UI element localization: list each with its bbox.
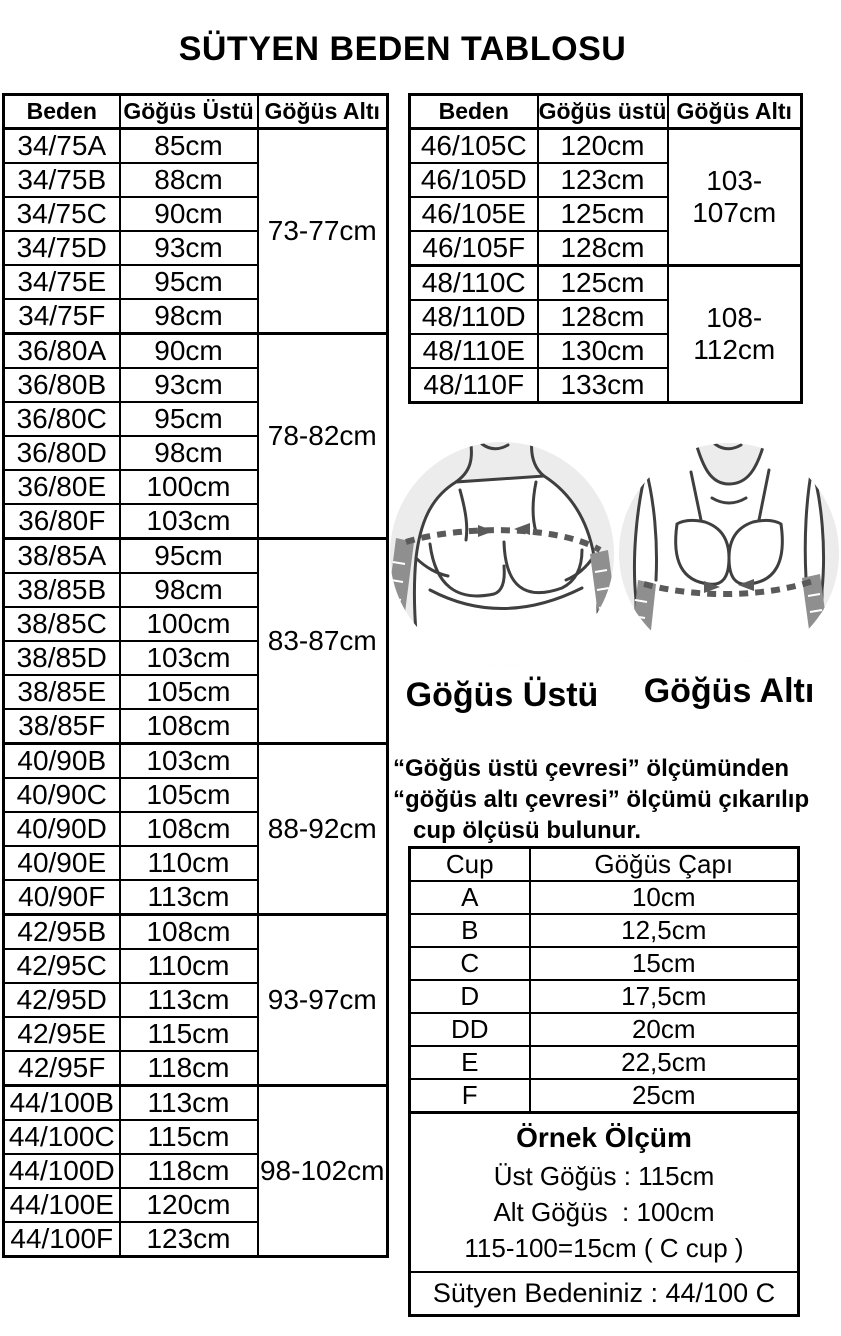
size-cell: 115cm (120, 1120, 258, 1154)
size-cell: 100cm (120, 607, 258, 641)
cup-cell: A (410, 881, 530, 914)
cup-row (410, 980, 799, 1013)
overbust-label: Göğüs Üstü (405, 676, 599, 714)
size-row (410, 129, 802, 164)
size-cell: 85cm (120, 129, 258, 164)
underbust-label: Göğüs Altı (643, 672, 815, 710)
cup-row (410, 1013, 799, 1046)
size-cell: 105cm (120, 675, 258, 709)
size-cell: 38/85D (4, 641, 120, 675)
size-cell: 38/85F (4, 709, 120, 744)
underbust-range-cell: 98-102cm (258, 1086, 388, 1257)
size-cell: 40/90B (4, 744, 120, 779)
cup-cell: B (410, 914, 530, 947)
underbust-measurement-figure (616, 440, 841, 711)
bra-size-table-left (2, 93, 389, 1258)
size-cell: 36/80C (4, 402, 120, 436)
size-cell: 108cm (120, 812, 258, 846)
size-cell: 123cm (120, 1222, 258, 1257)
size-cell: 42/95F (4, 1051, 120, 1086)
size-cell: 48/110C (410, 266, 538, 301)
cup-cell: 25cm (530, 1079, 799, 1113)
size-cell: 42/95B (4, 915, 120, 950)
cup-cell: 20cm (530, 1013, 799, 1046)
size-cell: 42/95E (4, 1017, 120, 1051)
cup-cell: C (410, 947, 530, 980)
size-cell: 115cm (120, 1017, 258, 1051)
underbust-range-cell: 73-77cm (258, 129, 388, 334)
size-row (410, 266, 802, 301)
cup-row (410, 947, 799, 980)
size-cell: 34/75F (4, 299, 120, 334)
size-cell: 113cm (120, 1086, 258, 1121)
example-line: 115-100=15cm ( C cup ) (464, 1233, 744, 1263)
example-line: Üst Göğüs : 115cm (493, 1161, 715, 1191)
size-cell: 40/90F (4, 880, 120, 915)
size-cell: 98cm (120, 436, 258, 470)
column-header: Göğüs Üstü (120, 95, 258, 129)
size-cell: 44/100E (4, 1188, 120, 1222)
size-cell: 123cm (538, 163, 668, 197)
size-row (4, 744, 388, 779)
cup-calculation-explanation (393, 753, 841, 846)
example-result: Sütyen Bedeniniz : 44/100 C (411, 1271, 797, 1314)
size-cell: 34/75D (4, 231, 120, 265)
page-title: SÜTYEN BEDEN TABLOSU (178, 30, 627, 68)
explanation-line: “göğüs altı çevresi” ölçümü çıkarılıp (393, 786, 810, 813)
size-cell: 42/95C (4, 949, 120, 983)
overbust-measurement-figure (386, 438, 618, 715)
size-cell: 36/80A (4, 334, 120, 369)
underbust-range-cell: 88-92cm (258, 744, 388, 915)
explanation-line: “Göğüs üstü çevresi” ölçümünden (393, 755, 790, 782)
size-cell: 36/80E (4, 470, 120, 504)
cup-cell: DD (410, 1013, 530, 1046)
size-row (4, 539, 388, 574)
cup-row (410, 1046, 799, 1079)
size-cell: 108cm (120, 915, 258, 950)
column-header: Göğüs Altı (668, 95, 802, 129)
size-cell: 42/95D (4, 983, 120, 1017)
example-title: Örnek Ölçüm (516, 1122, 692, 1153)
cup-cell: 17,5cm (530, 980, 799, 1013)
cup-cell: 12,5cm (530, 914, 799, 947)
size-row (4, 1086, 388, 1121)
cup-row (410, 914, 799, 947)
underbust-range-cell: 103-107cm (668, 129, 802, 266)
size-cell: 93cm (120, 368, 258, 402)
size-cell: 103cm (120, 504, 258, 539)
size-cell: 36/80F (4, 504, 120, 539)
size-cell: 36/80D (4, 436, 120, 470)
size-cell: 46/105E (410, 197, 538, 231)
size-row (4, 915, 388, 950)
size-cell: 44/100C (4, 1120, 120, 1154)
size-cell: 98cm (120, 299, 258, 334)
underbust-range-cell: 78-82cm (258, 334, 388, 539)
size-cell: 98cm (120, 573, 258, 607)
example-line: Alt Göğüs : 100cm (493, 1197, 715, 1227)
size-cell: 88cm (120, 163, 258, 197)
underbust-range-cell: 108-112cm (668, 266, 802, 403)
size-cell: 105cm (120, 778, 258, 812)
size-cell: 38/85A (4, 539, 120, 574)
cup-cell: 15cm (530, 947, 799, 980)
size-cell: 118cm (120, 1154, 258, 1188)
size-cell: 113cm (120, 880, 258, 915)
size-cell: 95cm (120, 402, 258, 436)
example-measurement-box (408, 1114, 800, 1317)
size-cell: 110cm (120, 949, 258, 983)
size-cell: 125cm (538, 197, 668, 231)
cup-cell: 10cm (530, 881, 799, 914)
size-cell: 40/90C (4, 778, 120, 812)
size-cell: 118cm (120, 1051, 258, 1086)
size-cell: 34/75E (4, 265, 120, 299)
size-cell: 38/85C (4, 607, 120, 641)
cup-size-section (408, 846, 800, 1317)
size-cell: 128cm (538, 300, 668, 334)
bra-size-table-right (408, 93, 803, 404)
cup-cell: F (410, 1079, 530, 1113)
size-cell: 103cm (120, 744, 258, 779)
size-cell: 93cm (120, 231, 258, 265)
size-cell: 100cm (120, 470, 258, 504)
size-cell: 44/100D (4, 1154, 120, 1188)
size-cell: 120cm (538, 129, 668, 164)
size-cell: 95cm (120, 539, 258, 574)
column-header: Beden (4, 95, 120, 129)
size-cell: 44/100F (4, 1222, 120, 1257)
size-cell: 36/80B (4, 368, 120, 402)
size-cell: 130cm (538, 334, 668, 368)
size-cell: 125cm (538, 266, 668, 301)
overbust-measurement-icon (386, 438, 618, 670)
size-cell: 34/75B (4, 163, 120, 197)
size-cell: 133cm (538, 368, 668, 403)
size-cell: 48/110D (410, 300, 538, 334)
cup-cell: 22,5cm (530, 1046, 799, 1079)
size-cell: 46/105D (410, 163, 538, 197)
size-cell: 128cm (538, 231, 668, 266)
column-header: Göğüs Altı (258, 95, 388, 129)
cup-diameter-table (408, 846, 800, 1114)
cup-row (410, 1079, 799, 1113)
size-cell: 48/110E (410, 334, 538, 368)
size-cell: 38/85E (4, 675, 120, 709)
column-header: Göğüs Çapı (530, 848, 799, 882)
explanation-line: cup ölçüsü bulunur. (413, 817, 641, 844)
cup-cell: D (410, 980, 530, 1013)
underbust-measurement-icon (616, 440, 841, 666)
size-cell: 120cm (120, 1188, 258, 1222)
underbust-range-cell: 93-97cm (258, 915, 388, 1086)
size-cell: 40/90D (4, 812, 120, 846)
size-cell: 103cm (120, 641, 258, 675)
size-cell: 40/90E (4, 846, 120, 880)
cup-cell: E (410, 1046, 530, 1079)
size-cell: 108cm (120, 709, 258, 744)
size-cell: 90cm (120, 197, 258, 231)
size-cell: 46/105C (410, 129, 538, 164)
column-header: Beden (410, 95, 538, 129)
size-cell: 110cm (120, 846, 258, 880)
size-cell: 34/75A (4, 129, 120, 164)
size-cell: 34/75C (4, 197, 120, 231)
size-cell: 46/105F (410, 231, 538, 266)
size-row (4, 334, 388, 369)
size-row (4, 129, 388, 164)
cup-row (410, 881, 799, 914)
column-header: Göğüs üstü (538, 95, 668, 129)
size-cell: 90cm (120, 334, 258, 369)
underbust-range-cell: 83-87cm (258, 539, 388, 744)
size-cell: 113cm (120, 983, 258, 1017)
size-cell: 95cm (120, 265, 258, 299)
size-cell: 48/110F (410, 368, 538, 403)
size-cell: 38/85B (4, 573, 120, 607)
column-header: Cup (410, 848, 530, 882)
size-cell: 44/100B (4, 1086, 120, 1121)
